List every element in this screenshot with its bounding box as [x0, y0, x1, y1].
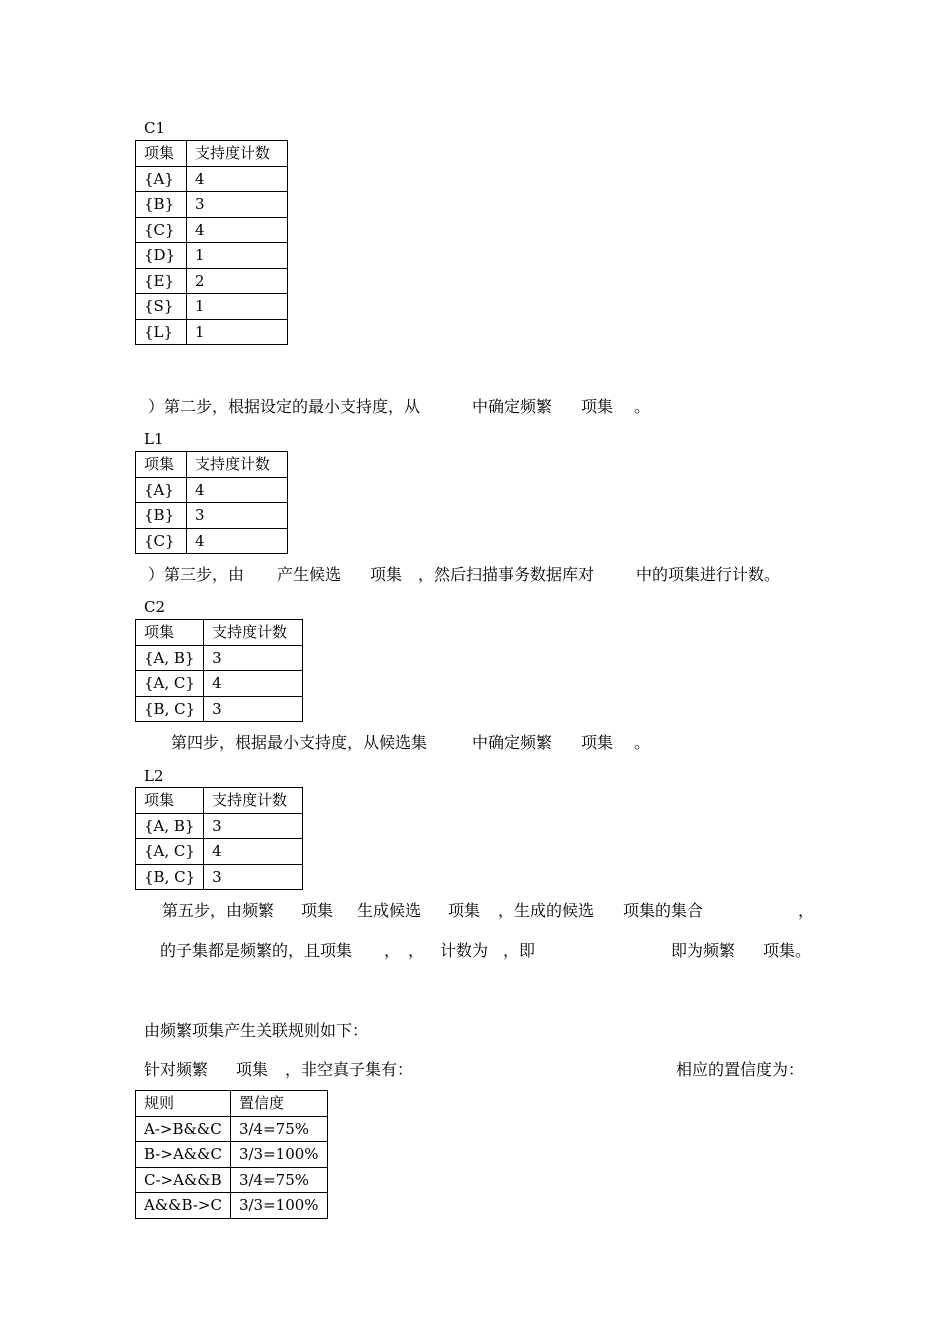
step5-text-m: 即为频繁 [671, 941, 736, 960]
table-row [136, 1142, 328, 1168]
step5-text-g: ， [798, 901, 815, 920]
table-cell: C->A&&B [136, 1167, 231, 1193]
l1-table [135, 451, 288, 554]
step4-line [0, 733, 950, 753]
table-header-cell: 项集 [136, 788, 204, 814]
step5-text-f: 项集的集合 [623, 901, 704, 920]
step5-text-a: 第五步，由频繁 [162, 901, 275, 920]
table-cell: 3 [204, 864, 303, 890]
table-header-cell: 项集 [136, 452, 187, 478]
table-cell: A&&B->C [136, 1193, 231, 1219]
table-row [136, 1116, 328, 1142]
table-header-cell: 支持度计数 [204, 788, 303, 814]
table-cell: 1 [187, 243, 288, 269]
table-caption-c2: C2 [144, 598, 166, 616]
table-row [136, 528, 288, 554]
table-cell: {C} [136, 528, 187, 554]
table-row [136, 319, 288, 345]
table-row [136, 864, 303, 890]
step5-text-n: 项集。 [763, 941, 812, 960]
step5-text-k: 计数为 [440, 941, 489, 960]
table-cell: 4 [187, 477, 288, 503]
table-cell: {E} [136, 268, 187, 294]
table-row [136, 1167, 328, 1193]
table-cell: {A} [136, 477, 187, 503]
table-row [136, 192, 288, 218]
table-header-cell: 置信度 [230, 1091, 327, 1117]
step5-text-l: ，即 [503, 941, 536, 960]
table-cell: 3/3=100% [230, 1193, 327, 1219]
table-cell: {L} [136, 319, 187, 345]
step5-text-i: ， [384, 941, 401, 960]
table-cell: {A, B} [136, 813, 204, 839]
table-cell: 4 [187, 528, 288, 554]
step5-text-e: ，生成的候选 [498, 901, 595, 920]
table-cell: 3 [204, 645, 303, 671]
table-cell: B->A&&C [136, 1142, 231, 1168]
step3-line [0, 565, 950, 585]
rules-line [0, 1060, 950, 1080]
step2-text-d: 。 [634, 397, 651, 416]
table-cell: 3/4=75% [230, 1167, 327, 1193]
step2-text-c: 项集 [581, 397, 614, 416]
table-cell: {B} [136, 192, 187, 218]
table-cell: 3 [204, 696, 303, 722]
table-header-row [136, 788, 303, 814]
table-caption-c1: C1 [144, 119, 166, 137]
table-caption-l2: L2 [144, 767, 164, 785]
table-row [136, 696, 303, 722]
step5-line2 [0, 941, 950, 961]
table-row [136, 839, 303, 865]
table-header-cell: 支持度计数 [187, 141, 288, 167]
rules-table [135, 1090, 328, 1219]
table-row [136, 477, 288, 503]
table-cell: {A, B} [136, 645, 204, 671]
rules-text-b: 项集 [236, 1060, 269, 1079]
step3-text-a: ）第三步，由 [148, 565, 245, 584]
step4-text-c: 项集 [581, 733, 614, 752]
table-header-cell: 规则 [136, 1091, 231, 1117]
rules-text-d: 相应的置信度为： [676, 1060, 805, 1079]
table-row [136, 243, 288, 269]
step3-text-c: 项集 [370, 565, 403, 584]
table-cell: A->B&&C [136, 1116, 231, 1142]
step5-text-j: ， [408, 941, 425, 960]
step2-line [0, 397, 950, 417]
table-row [136, 503, 288, 529]
table-cell: {D} [136, 243, 187, 269]
step5-line1 [0, 901, 950, 921]
table-header-row [136, 620, 303, 646]
table-cell: 4 [204, 671, 303, 697]
table-row [136, 813, 303, 839]
table-cell: 3 [187, 192, 288, 218]
table-row [136, 294, 288, 320]
table-row [136, 671, 303, 697]
l2-table [135, 787, 303, 890]
step5-text-h: 的子集都是频繁的，且项集 [160, 941, 353, 960]
table-header-cell: 项集 [136, 620, 204, 646]
rules-text-a: 针对频繁 [144, 1060, 209, 1079]
table-cell: 1 [187, 319, 288, 345]
table-cell: 3/4=75% [230, 1116, 327, 1142]
table-cell: 4 [187, 166, 288, 192]
table-row [136, 217, 288, 243]
table-cell: {B, C} [136, 696, 204, 722]
table-cell: 3 [187, 503, 288, 529]
table-cell: {C} [136, 217, 187, 243]
table-header-cell: 支持度计数 [187, 452, 288, 478]
step4-text-d: 。 [634, 733, 651, 752]
c2-table [135, 619, 303, 722]
table-cell: {B} [136, 503, 187, 529]
table-row [136, 166, 288, 192]
table-row [136, 1193, 328, 1219]
step4-text-b: 中确定频繁 [472, 733, 553, 752]
step2-text-b: 中确定频繁 [472, 397, 553, 416]
table-cell: {A, C} [136, 671, 204, 697]
step3-text-e: 中的项集进行计数。 [636, 565, 781, 584]
table-row [136, 645, 303, 671]
step5-text-c: 生成候选 [357, 901, 422, 920]
rules-intro: 由频繁项集产生关联规则如下： [144, 1021, 369, 1040]
table-cell: 4 [204, 839, 303, 865]
table-cell: 2 [187, 268, 288, 294]
table-cell: 4 [187, 217, 288, 243]
table-cell: {B, C} [136, 864, 204, 890]
c1-table [135, 140, 288, 345]
table-header-row [136, 141, 288, 167]
step3-text-b: 产生候选 [277, 565, 342, 584]
table-cell: 3 [204, 813, 303, 839]
step2-text-a: ）第二步，根据设定的最小支持度，从 [148, 397, 421, 416]
table-cell: {A} [136, 166, 187, 192]
step4-text-a: 第四步，根据最小支持度，从候选集 [171, 733, 428, 752]
step5-text-d: 项集 [448, 901, 481, 920]
table-header-row [136, 452, 288, 478]
table-header-cell: 支持度计数 [204, 620, 303, 646]
table-header-cell: 项集 [136, 141, 187, 167]
table-cell: {A, C} [136, 839, 204, 865]
table-cell: 3/3=100% [230, 1142, 327, 1168]
table-row [136, 268, 288, 294]
step5-text-b: 项集 [301, 901, 334, 920]
table-caption-l1: L1 [144, 430, 164, 448]
table-cell: 1 [187, 294, 288, 320]
rules-text-c: ，非空真子集有： [285, 1060, 414, 1079]
table-header-row [136, 1091, 328, 1117]
step3-text-d: ，然后扫描事务数据库对 [418, 565, 595, 584]
table-cell: {S} [136, 294, 187, 320]
